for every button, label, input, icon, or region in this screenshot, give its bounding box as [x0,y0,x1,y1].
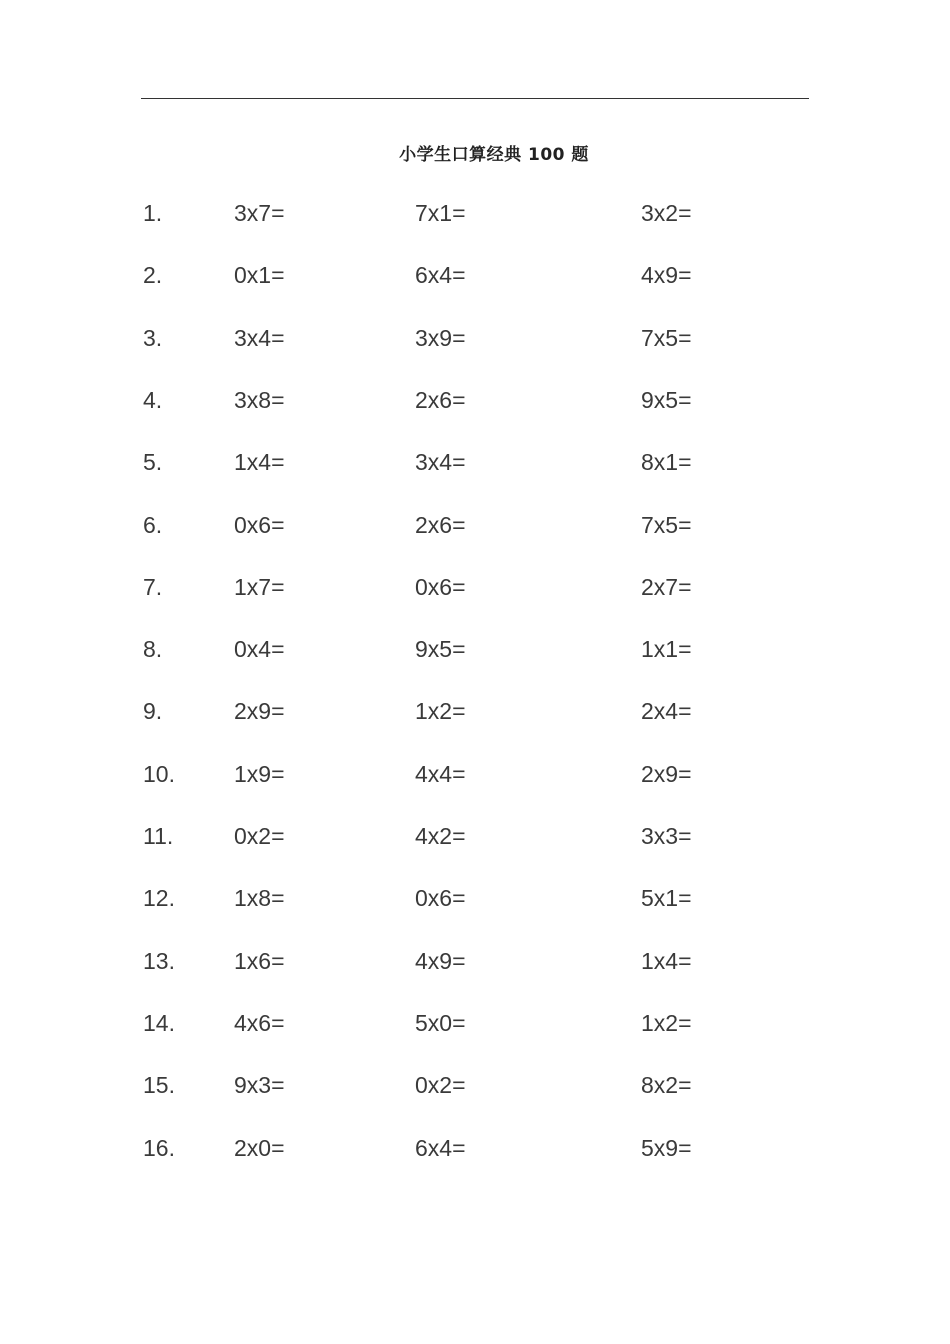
problem-row [0,445,950,479]
problem-number: 7. [143,573,163,600]
multiplication-problem: 0x6= [415,885,466,912]
problem-number: 10. [143,760,175,787]
multiplication-problem: 8x2= [641,1072,692,1099]
worksheet-title: 小学生口算经典 100 题 [399,145,589,165]
multiplication-problem: 9x5= [415,636,466,663]
problem-row [0,757,950,791]
multiplication-problem: 3x8= [234,386,285,413]
problem-row [0,321,950,355]
multiplication-problem: 7x5= [641,511,692,538]
multiplication-problem: 9x3= [234,1072,285,1099]
multiplication-problem: 3x4= [415,449,466,476]
multiplication-problem: 4x9= [415,947,466,974]
problem-row [0,1006,950,1040]
multiplication-problem: 2x7= [641,573,692,600]
problem-row [0,570,950,604]
problem-row [0,258,950,292]
multiplication-problem: 2x6= [415,511,466,538]
multiplication-problem: 2x9= [641,760,692,787]
problem-number: 11. [143,823,174,849]
multiplication-problem: 7x5= [641,324,692,351]
multiplication-problem: 3x4= [234,324,285,351]
multiplication-problem: 1x2= [415,698,466,725]
problem-number: 9. [143,698,163,725]
problem-number: 3. [143,324,163,351]
problem-number: 15. [143,1072,175,1099]
problem-row [0,881,950,915]
problem-row [0,508,950,542]
problem-row [0,819,950,853]
multiplication-problem: 1x4= [234,449,285,476]
multiplication-problem: 2x4= [641,698,692,725]
multiplication-problem: 0x2= [415,1072,466,1099]
multiplication-problem: 4x6= [234,1009,285,1036]
multiplication-problem: 4x9= [641,262,692,289]
problem-row [0,1068,950,1102]
multiplication-problem: 2x6= [415,386,466,413]
multiplication-problem: 0x4= [234,636,285,663]
problem-row [0,196,950,230]
multiplication-problem: 1x8= [234,885,285,912]
multiplication-problem: 1x2= [641,1009,692,1036]
multiplication-problem: 3x9= [415,324,466,351]
problem-number: 16. [143,1134,175,1161]
multiplication-problem: 0x2= [234,823,285,849]
multiplication-problem: 1x4= [641,947,692,974]
multiplication-problem: 1x1= [641,636,692,663]
problem-row [0,944,950,978]
problem-number: 13. [143,947,175,974]
multiplication-problem: 8x1= [641,449,692,476]
multiplication-problem: 0x6= [415,573,466,600]
multiplication-problem: 7x1= [415,200,466,226]
multiplication-problem: 3x7= [234,200,285,226]
multiplication-problem: 5x0= [415,1009,466,1036]
problem-number: 4. [143,386,163,413]
problem-row [0,694,950,728]
problem-row [0,632,950,666]
multiplication-problem: 4x2= [415,823,466,849]
multiplication-problem: 1x6= [234,947,285,974]
multiplication-problem: 5x9= [641,1134,692,1161]
multiplication-problem: 2x9= [234,698,285,725]
problem-number: 2. [143,262,163,289]
multiplication-problem: 1x7= [234,573,285,600]
multiplication-problem: 1x9= [234,760,285,787]
multiplication-problem: 3x3= [641,823,692,849]
problem-row [0,1131,950,1165]
multiplication-problem: 0x6= [234,511,285,538]
problem-number: 14. [143,1009,175,1036]
problem-row [0,383,950,417]
multiplication-problem: 9x5= [641,386,692,413]
multiplication-problem: 6x4= [415,262,466,289]
problem-number: 5. [143,449,163,476]
problem-number: 8. [143,636,163,663]
multiplication-problem: 6x4= [415,1134,466,1161]
multiplication-problem: 5x1= [641,885,692,912]
multiplication-problem: 2x0= [234,1134,285,1161]
problem-number: 12. [143,885,175,912]
multiplication-problem: 3x2= [641,200,692,226]
problem-number: 6. [143,511,163,538]
multiplication-problem: 0x1= [234,262,285,289]
multiplication-problem: 4x4= [415,760,466,787]
problem-number: 1. [143,200,163,226]
